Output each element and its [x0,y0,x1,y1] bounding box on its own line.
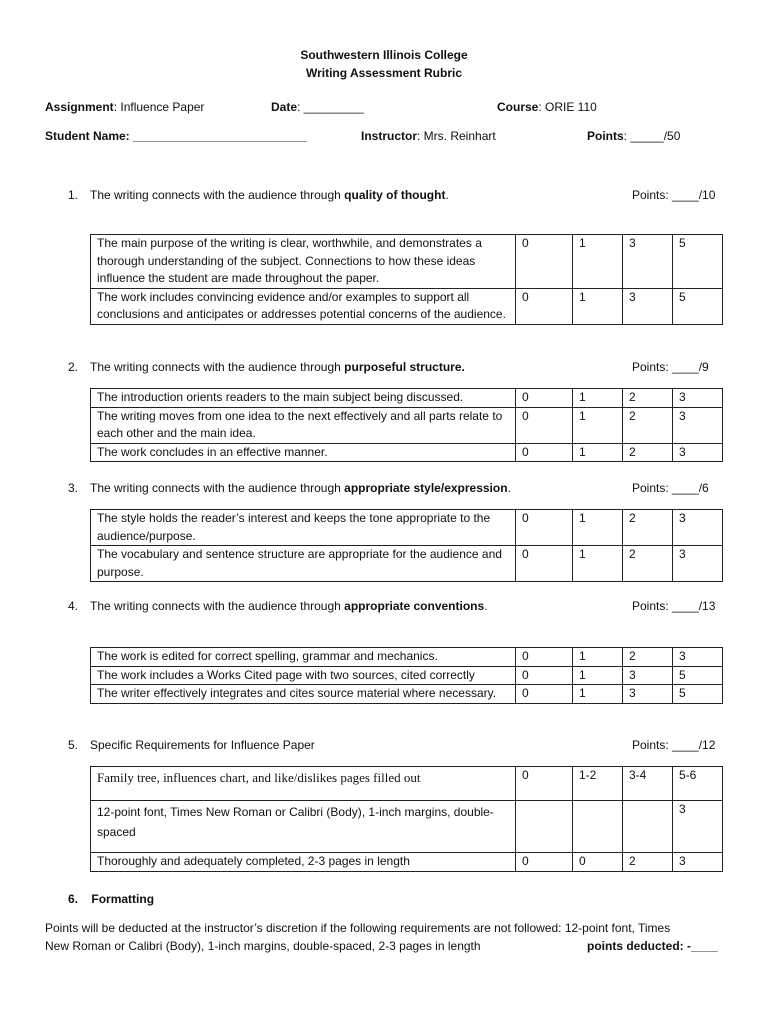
score-cell: 3 [623,288,673,324]
section-4-table [90,647,723,704]
section-2-table [90,388,723,462]
section-points: Points: ____/10 [632,188,716,202]
criterion-text: The work concludes in an effective manner. [91,443,516,462]
score-cell: 0 [516,443,573,462]
criterion-text: The introduction orients readers to the main subject being discussed. [91,389,516,408]
score-cell: 3 [623,235,673,289]
section-number: 1. [68,188,79,202]
score-cell: 0 [516,389,573,408]
section-5-heading [68,738,722,754]
score-cell [516,801,573,853]
table-row [91,288,723,324]
score-cell: 3 [673,443,723,462]
table-row [91,510,723,546]
score-cell: 0 [516,288,573,324]
section-text: The writing connects with the audience through quality of thought. [90,188,449,202]
score-cell: 3 [673,510,723,546]
score-cell: 3 [673,853,723,872]
section-6-heading [68,892,154,906]
course-field [497,100,597,114]
section-text: Formatting [91,892,155,906]
score-cell: 2 [623,546,673,582]
score-cell: 3 [673,546,723,582]
assignment-value: : Influence Paper [113,100,205,114]
score-cell: 0 [516,407,573,443]
formatting-text-line-1: Points will be deducted at the instructor’s discretion if the following requirements are not followed: 12-point font, Times [45,921,671,935]
score-cell: 2 [623,389,673,408]
criterion-text: The style holds the reader’s interest and keeps the tone appropriate to the audience/purpose. [91,510,516,546]
score-cell: 0 [516,767,573,801]
table-row [91,546,723,582]
score-cell: 5 [673,288,723,324]
score-cell: 0 [516,510,573,546]
score-cell: 5-6 [673,767,723,801]
instructor-value: : Mrs. Reinhart [417,129,496,143]
assignment-label: Assignment [45,100,114,114]
criterion-text: 12-point font, Times New Roman or Calibri (Body), 1-inch margins, double-spaced [91,801,516,853]
score-cell: 1 [573,546,623,582]
date-value: : _________ [297,100,364,114]
total-points-value: : _____/50 [623,129,681,143]
section-3-table [90,509,723,582]
score-cell: 0 [516,666,573,685]
criterion-text: The writer effectively integrates and cites source material where necessary. [91,685,516,704]
table-row [91,685,723,704]
score-cell: 5 [673,235,723,289]
date-field [271,100,364,114]
table-row [91,235,723,289]
section-text: The writing connects with the audience through appropriate style/expression. [90,481,511,495]
table-row [91,648,723,667]
rubric-title: Writing Assessment Rubric [305,66,463,80]
total-points-label: Points [587,129,624,143]
instructor-label: Instructor [361,129,418,143]
score-cell: 1 [573,685,623,704]
score-cell: 3-4 [623,767,673,801]
points-deducted: points deducted: -____ [587,939,718,953]
criterion-text: Thoroughly and adequately completed, 2-3 pages in length [91,853,516,872]
score-cell: 3 [623,666,673,685]
score-cell: 0 [516,648,573,667]
criterion-text: The work includes convincing evidence and/or examples to support all conclusions and anticipates or addresses potential concerns of the audience. [91,288,516,324]
section-number: 5. [68,738,79,752]
college-name: Southwestern Illinois College [300,48,468,62]
section-text: The writing connects with the audience through appropriate conventions. [90,599,488,613]
section-number: 4. [68,599,79,613]
criterion-text: Family tree, influences chart, and like/dislikes pages filled out [91,767,516,801]
table-row [91,443,723,462]
table-row [91,389,723,408]
section-text: The writing connects with the audience through purposeful structure. [90,360,465,374]
score-cell: 2 [623,853,673,872]
criterion-text: The writing moves from one idea to the next effectively and all parts relate to each other and the main idea. [91,407,516,443]
score-cell: 3 [623,685,673,704]
score-cell: 3 [673,648,723,667]
section-points: Points: ____/6 [632,481,709,495]
assignment-field [45,100,204,114]
section-points: Points: ____/13 [632,599,716,613]
table-row [91,853,723,872]
score-cell [573,801,623,853]
score-cell: 1 [573,510,623,546]
section-1-table [90,234,723,325]
score-cell: 5 [673,685,723,704]
score-cell: 1 [573,666,623,685]
instructor-field [361,129,496,143]
score-cell: 5 [673,666,723,685]
score-cell: 1 [573,389,623,408]
course-value: : ORIE 110 [538,100,597,114]
section-4-heading [68,599,722,615]
criterion-text: The work includes a Works Cited page with two sources, cited correctly [91,666,516,685]
score-cell: 2 [623,407,673,443]
section-number: 6. [68,892,79,906]
score-cell: 3 [673,407,723,443]
score-cell: 1 [573,443,623,462]
score-cell: 0 [516,235,573,289]
score-cell: 1 [573,288,623,324]
table-row [91,801,723,853]
score-cell: 3 [673,389,723,408]
section-points: Points: ____/9 [632,360,709,374]
score-cell: 0 [516,853,573,872]
date-label: Date [271,100,298,114]
criterion-text: The main purpose of the writing is clear, worthwhile, and demonstrates a thorough understanding of the subject. Connections to how these ideas influence the student are made throughout the paper. [91,235,516,289]
score-cell: 0 [516,685,573,704]
table-row [91,407,723,443]
score-cell: 2 [623,648,673,667]
criterion-text: The vocabulary and sentence structure are appropriate for the audience and purpose. [91,546,516,582]
student-name-field [45,129,307,143]
criterion-text: The work is edited for correct spelling, grammar and mechanics. [91,648,516,667]
score-cell: 0 [516,546,573,582]
score-cell: 3 [673,801,723,853]
score-cell: 1-2 [573,767,623,801]
section-number: 2. [68,360,79,374]
course-label: Course [497,100,539,114]
score-cell: 1 [573,235,623,289]
score-cell [623,801,673,853]
section-number: 3. [68,481,79,495]
section-points: Points: ____/12 [632,738,716,752]
formatting-text-line-2: New Roman or Calibri (Body), 1-inch margins, double-spaced, 2-3 pages in length [45,939,481,953]
section-1-heading [68,188,722,204]
table-row [91,666,723,685]
section-2-heading [68,360,722,376]
score-cell: 2 [623,510,673,546]
table-row [91,767,723,801]
section-3-heading [68,481,722,497]
total-points-field [587,129,680,143]
score-cell: 1 [573,648,623,667]
score-cell: 1 [573,407,623,443]
student-name-label: Student Name: __________________________ [45,129,307,143]
score-cell: 2 [623,443,673,462]
section-5-table [90,766,723,872]
score-cell: 0 [573,853,623,872]
section-text: Specific Requirements for Influence Paper [90,738,315,752]
